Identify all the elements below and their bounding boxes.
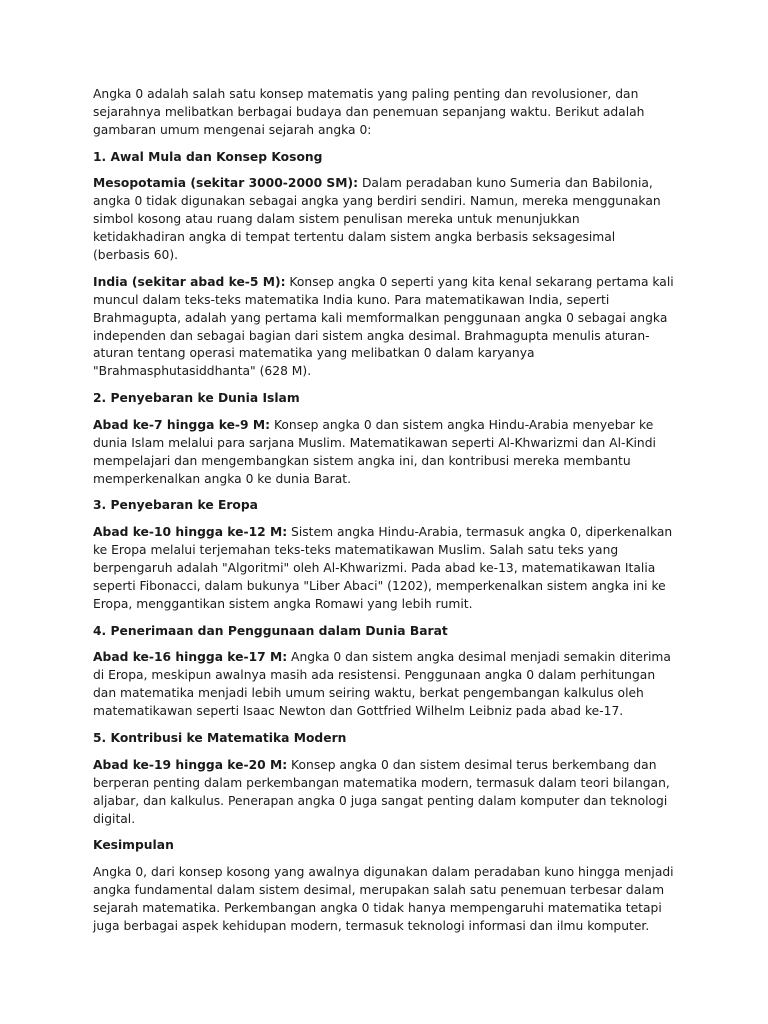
paragraph-text: Konsep angka 0 seperti yang kita kenal sekarang pertama kali muncul dalam teks-teks matematika India kuno. Para matematikawan India, seperti Brahmagupta, adalah yang pertama kali memformalkan penggunaan angka 0 sebagai angka independen dan sebagai bagian dari sistem angka desimal. Brahmagupta menulis aturan-aturan tentang operasi matematika yang melibatkan 0 dalam karyanya "Brahmasphutasiddhanta" (628 M). bbox=[93, 274, 674, 379]
section-4-paragraph-1 bbox=[93, 649, 675, 721]
section-heading-2: 2. Penyebaran ke Dunia Islam bbox=[93, 391, 300, 406]
paragraph-text: Sistem angka Hindu-Arabia, termasuk angka 0, diperkenalkan ke Eropa melalui terjemahan teks-teks matematikawan Muslim. Salah satu teks yang berpengaruh adalah "Algoritmi" oleh Al-Khwarizmi. Pada abad ke-13, matematikawan Italia seperti Fibonacci, dalam bukunya "Liber Abaci" (1202), memperkenalkan sistem angka ini ke Eropa, menggantikan sistem angka Romawi yang lebih rumit. bbox=[93, 525, 673, 611]
section-5-paragraph-1 bbox=[93, 757, 675, 829]
paragraph-lead: Abad ke-10 hingga ke-12 M: bbox=[93, 525, 288, 540]
section-1-paragraph-2 bbox=[93, 274, 675, 381]
section-heading-5: 5. Kontribusi ke Matematika Modern bbox=[93, 731, 347, 745]
section-heading-1: 1. Awal Mula dan Konsep Kosong bbox=[93, 149, 323, 164]
paragraph-lead: Abad ke-7 hingga ke-9 M: bbox=[93, 417, 271, 432]
paragraph-text: Konsep angka 0 dan sistem desimal terus berkembang dan berperan penting dalam perkembangan matematika modern, termasuk dalam teori bilangan, aljabar, dan kalkulus. Penerapan angka 0 juga sangat penting dalam komputer dan teknologi digital. bbox=[93, 757, 670, 826]
section-heading-3: 3. Penyebaran ke Eropa bbox=[93, 498, 258, 513]
section-3-paragraph-1 bbox=[93, 524, 675, 614]
paragraph-text: Dalam peradaban kuno Sumeria dan Babilonia, angka 0 tidak digunakan sebagai angka yang berdiri sendiri. Namun, mereka menggunakan simbol kosong atau ruang dalam sistem penulisan mereka untuk menunjukkan ketidakhadiran angka di tempat tertentu dalam sistem angka berbasis seksagesimal (berbasis 60). bbox=[93, 176, 661, 263]
document-body bbox=[93, 86, 675, 945]
paragraph-lead: India (sekitar abad ke-5 M): bbox=[93, 274, 286, 289]
intro-paragraph: Angka 0 adalah salah satu konsep matematis yang paling penting dan revolusioner, dan sejarahnya melibatkan berbagai budaya dan penemuan sepanjang waktu. Berikut adalah gambaran umum mengenai sejarah angka 0: bbox=[93, 87, 645, 137]
section-2-paragraph-1 bbox=[93, 417, 675, 489]
conclusion-heading: Kesimpulan bbox=[93, 838, 174, 853]
paragraph-lead: Abad ke-16 hingga ke-17 M: bbox=[93, 650, 288, 665]
section-1-paragraph-1 bbox=[93, 175, 675, 265]
paragraph-text: Konsep angka 0 dan sistem angka Hindu-Arabia menyebar ke dunia Islam melalui para sarjana Muslim. Matematikawan seperti Al-Khwarizmi dan Al-Kindi mempelajari dan mengembangkan sistem angka ini, dan kontribusi mereka membantu memperkenalkan angka 0 ke dunia Barat. bbox=[93, 417, 656, 486]
conclusion-paragraph: Angka 0, dari konsep kosong yang awalnya digunakan dalam peradaban kuno hingga menjadi angka fundamental dalam sistem desimal, merupakan salah satu penemuan terbesar dalam sejarah matematika. Perkembangan angka 0 tidak hanya mempengaruhi matematika tetapi juga berbagai aspek kehidupan modern, termasuk teknologi informasi dan ilmu komputer. bbox=[93, 865, 674, 933]
section-heading-4: 4. Penerimaan dan Penggunaan dalam Dunia Barat bbox=[93, 623, 448, 638]
paragraph-text: Angka 0 dan sistem angka desimal menjadi semakin diterima di Eropa, meskipun awalnya masih ada resistensi. Penggunaan angka 0 dalam perhitungan dan matematika menjadi lebih umum seiring waktu, berkat pengembangan kalkulus oleh matematikawan seperti Isaac Newton dan Gottfried Wilhelm Leibniz pada abad ke-17. bbox=[93, 650, 671, 719]
paragraph-lead: Abad ke-19 hingga ke-20 M: bbox=[93, 757, 288, 772]
paragraph-lead: Mesopotamia (sekitar 3000-2000 SM): bbox=[93, 176, 359, 191]
